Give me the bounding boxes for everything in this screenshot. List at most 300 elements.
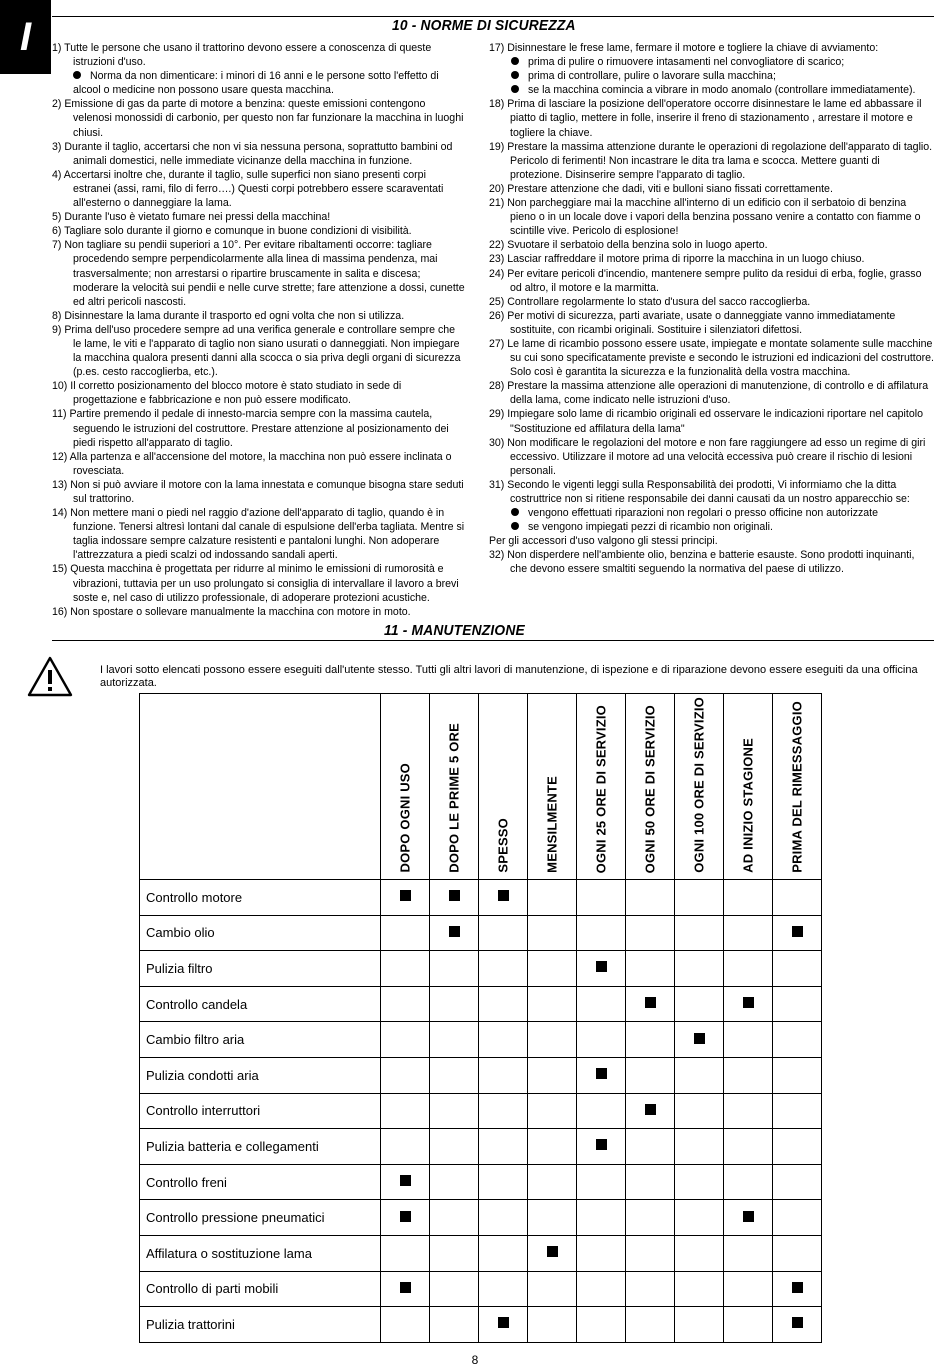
safety-bullet — [489, 520, 934, 534]
column-header-label: OGNI 25 ORE DI SERVIZIO — [593, 704, 609, 873]
schedule-cell — [675, 1164, 724, 1200]
safety-rule — [52, 41, 466, 69]
safety-rule — [489, 182, 934, 196]
check-square-icon — [449, 890, 460, 901]
safety-rule — [489, 238, 934, 252]
rule-text: Prestare la massima attenzione alle operazioni di manutenzione, di controllo e di affilatura della lama, come indicato nelle istruzioni d'uso. — [504, 380, 929, 407]
safety-bullet — [489, 69, 934, 83]
language-tab: I — [0, 0, 51, 74]
rule-text: Non mettere mani o piedi nel raggio d'azione dell'apparato di taglio, quando è in funzione. Tenersi altresì lontani dal canale di espulsione dell'erba tagliata. Mentre si taglia indossare sempre calzature resistenti e pantaloni lunghi. Non adoperare l'attrezzatura a piedi scalzi od indossando sandali aperti. — [67, 507, 465, 562]
schedule-cell — [430, 880, 479, 916]
rule-number: 1) — [52, 42, 62, 54]
rule-number: 23) — [489, 253, 505, 266]
task-label: Controllo motore — [140, 880, 381, 916]
check-square-icon — [596, 961, 607, 972]
schedule-cell — [626, 1164, 675, 1200]
schedule-cell — [577, 1164, 626, 1200]
safety-rule — [489, 309, 934, 337]
safety-rule — [52, 562, 466, 604]
schedule-cell — [528, 1164, 577, 1200]
safety-rule — [52, 97, 466, 139]
safety-bullet — [52, 69, 466, 97]
rule-text: Il corretto posizionamento del blocco motore è stato studiato in sede di progettazione e fabbricazione e non può essere modificato. — [67, 380, 402, 407]
schedule-cell — [724, 1271, 773, 1307]
schedule-cell — [381, 1164, 430, 1200]
schedule-cell — [479, 1235, 528, 1271]
schedule-cell — [675, 1057, 724, 1093]
schedule-cell — [479, 1164, 528, 1200]
column-header-label: DOPO LE PRIME 5 ORE — [446, 723, 462, 873]
rule-text: Per motivi di sicurezza, parti avariate, usate o danneggiate vanno immediatamente sostituite, con ricambi originali. Sostituire i silenziatori difettosi. — [504, 309, 896, 336]
rule-text: Prestare attenzione che dadi, viti e bulloni siano fissati correttamente. — [504, 182, 833, 195]
schedule-cell — [675, 1307, 724, 1343]
schedule-cell — [626, 1271, 675, 1307]
rule-number: 26) — [489, 309, 505, 322]
bullet-text: prima di controllare, pulire o lavorare sulla macchina; — [528, 70, 776, 83]
schedule-cell — [724, 1129, 773, 1165]
rule-number: 29) — [489, 408, 505, 421]
task-label: Pulizia trattorini — [140, 1307, 381, 1343]
schedule-cell — [626, 986, 675, 1022]
table-row — [140, 1164, 822, 1200]
schedule-cell — [626, 915, 675, 951]
rule-number: 16) — [52, 605, 68, 618]
rule-text: Le lame di ricambio possono essere usate, impiegate e montate solamente sulle macchine su cui sono specificatamente previste e secondo le istruzioni ed indicazioni del costruttore. Solo così è garantita la sicurezza e la funzionalità della vostra macchina. — [504, 337, 934, 379]
schedule-cell — [724, 951, 773, 987]
schedule-cell — [479, 880, 528, 916]
schedule-cell — [773, 1129, 822, 1165]
schedule-cell — [381, 1057, 430, 1093]
rule-text: Secondo le vigenti leggi sulla Responsabilità dei prodotti, Vi informiamo che la ditta costruttrice non si ritiene responsabile dei danni causati da un nostro apparecchio se: — [504, 478, 910, 505]
schedule-cell — [479, 1200, 528, 1236]
check-square-icon — [400, 1211, 411, 1222]
safety-rule — [52, 407, 466, 449]
schedule-cell — [430, 915, 479, 951]
schedule-cell — [724, 1022, 773, 1058]
rule-text: Durante il taglio, accertarsi che non vi sia nessuna persona, soprattutto bambini od animali domestici, nelle immediate vicinanze della macchina in funzione. — [61, 140, 453, 167]
bullet-text: se vengono impiegati pezzi di ricambio non originali. — [528, 521, 773, 534]
check-square-icon — [645, 1104, 656, 1115]
safety-rule — [489, 41, 934, 55]
check-square-icon — [743, 1211, 754, 1222]
safety-rule — [52, 309, 466, 323]
rule-text: Non disperdere nell'ambiente olio, benzina e batterie esauste. Sono prodotti inquinanti, che devono essere smaltiti seguendo la normativa del paese di utilizzo. — [504, 549, 915, 576]
schedule-cell — [381, 915, 430, 951]
schedule-cell — [577, 915, 626, 951]
schedule-cell — [479, 1022, 528, 1058]
table-row — [140, 1057, 822, 1093]
check-square-icon — [400, 1175, 411, 1186]
safety-rule — [489, 252, 934, 266]
rule-text: Non parcheggiare mai la macchine all'interno di un edificio con il serbatoio di benzina pieno o in un locale dove i vapori della benzina possano venire a contatto con fiamme o scintille vive. Pericolo di esplosione! — [504, 197, 921, 238]
safety-rule — [489, 407, 934, 435]
rule-number: 8) — [52, 309, 62, 322]
rule-text: Prestare la massima attenzione durante le operazioni di regolazione dell'apparato di taglio. Pericolo di ferimenti! Non incastrare le dita tra lama e scocca. Mettere guanti di protezione. Disinserire sempre l'apparato di taglio. — [504, 140, 933, 181]
schedule-cell — [724, 1235, 773, 1271]
schedule-cell — [675, 880, 724, 916]
safety-rule — [489, 379, 934, 407]
rule-number: 17) — [489, 42, 505, 54]
check-square-icon — [743, 997, 754, 1008]
column-header-label: MENSILMENTE — [544, 776, 560, 873]
check-square-icon — [449, 926, 460, 937]
schedule-cell — [479, 1271, 528, 1307]
bullet-dot-icon — [511, 508, 519, 516]
bullet-dot-icon — [511, 522, 519, 530]
schedule-cell — [528, 915, 577, 951]
schedule-cell — [528, 1129, 577, 1165]
task-label: Pulizia batteria e collegamenti — [140, 1129, 381, 1165]
check-square-icon — [498, 1317, 509, 1328]
schedule-cell — [626, 1129, 675, 1165]
table-row — [140, 1200, 822, 1236]
schedule-cell — [577, 986, 626, 1022]
schedule-cell — [773, 1057, 822, 1093]
schedule-cell — [430, 1164, 479, 1200]
rule-number: 6) — [52, 225, 62, 238]
safety-rule — [52, 506, 466, 562]
schedule-cell — [675, 1200, 724, 1236]
schedule-cell — [430, 1307, 479, 1343]
schedule-cell — [381, 951, 430, 987]
column-header-label: OGNI 100 ORE DI SERVIZIO — [691, 697, 707, 873]
column-header — [675, 694, 724, 880]
rule-number: 28) — [489, 380, 505, 393]
schedule-cell — [773, 951, 822, 987]
schedule-cell — [577, 1022, 626, 1058]
schedule-cell — [675, 1093, 724, 1129]
schedule-cell — [381, 1200, 430, 1236]
schedule-cell — [773, 1271, 822, 1307]
rule-text: Durante l'uso è vietato fumare nei pressi della macchina! — [61, 211, 331, 224]
safety-rule — [489, 478, 934, 506]
schedule-cell — [626, 1200, 675, 1236]
check-square-icon — [645, 997, 656, 1008]
schedule-cell — [381, 1093, 430, 1129]
schedule-cell — [773, 1200, 822, 1236]
schedule-cell — [381, 1022, 430, 1058]
schedule-cell — [430, 1093, 479, 1129]
rule-number: 12) — [52, 450, 68, 463]
schedule-cell — [528, 880, 577, 916]
safety-rule — [52, 323, 466, 379]
page-number: 8 — [471, 1353, 479, 1367]
task-label: Controllo freni — [140, 1164, 381, 1200]
rule-text: Prima dell'uso procedere sempre ad una verifica generale e controllare sempre che le lame, le viti e l'apparato di taglio non siano usurati o danneggiati. Non impiegare la macchina qualora presenti danni alla scocca o sia priva degli organi di sicurezza (p.es. cesto raccoglierba, etc.). — [61, 323, 461, 379]
maintenance-intro: I lavori sotto elencati possono essere eseguiti dall'utente stesso. Tutti gli altri lavori di manutenzione, di ispezione e di riparazione devono essere eseguiti da una officina autorizzata. — [100, 664, 918, 689]
schedule-cell — [381, 1271, 430, 1307]
table-row — [140, 1129, 822, 1165]
schedule-cell — [724, 986, 773, 1022]
schedule-cell — [430, 951, 479, 987]
task-label: Controllo interruttori — [140, 1093, 381, 1129]
rule-text: Questa macchina è progettata per ridurre al minimo le emissioni di rumorosità e vibrazioni, tuttavia per un uso prolungato si consiglia di intervallare il lavoro a brevi soste e, nel caso di utilizzo professionale, di adoperare protezioni acustiche. — [67, 563, 459, 604]
section-rule — [52, 640, 934, 641]
schedule-cell — [724, 1057, 773, 1093]
schedule-cell — [430, 1271, 479, 1307]
schedule-cell — [479, 951, 528, 987]
check-square-icon — [792, 926, 803, 937]
rule-text: Non spostare o sollevare manualmente la macchina con motore in moto. — [67, 605, 411, 618]
schedule-cell — [773, 1235, 822, 1271]
rule-number: 2) — [52, 98, 62, 111]
schedule-cell — [773, 986, 822, 1022]
schedule-cell — [577, 1129, 626, 1165]
column-header — [724, 694, 773, 880]
schedule-cell — [773, 1164, 822, 1200]
bullet-text: vengono effettuati riparazioni non regolari o presso officine non autorizzate — [528, 507, 879, 520]
table-row — [140, 1235, 822, 1271]
bullet-text: Norma da non dimenticare: i minori di 16 anni e le persone sotto l'effetto di alcool o medicine non possono usare questa macchina. — [73, 70, 439, 97]
rule-text: Controllare regolarmente lo stato d'usura del sacco raccoglierba. — [504, 295, 811, 308]
rule-number: 14) — [52, 507, 68, 520]
bullet-text: prima di pulire o rimuovere intasamenti nel convogliatore di scarico; — [528, 56, 845, 69]
rule-text: Disinnestare le frese lame, fermare il motore e togliere la chiave di avviamento: — [504, 42, 879, 54]
safety-rule — [52, 168, 466, 210]
schedule-cell — [724, 1307, 773, 1343]
safety-rule — [52, 450, 466, 478]
schedule-cell — [577, 1235, 626, 1271]
safety-note: Per gli accessori d'uso valgono gli stessi principi. — [489, 535, 718, 548]
table-row — [140, 951, 822, 987]
rule-text: Lasciar raffreddare il motore prima di riporre la macchina in un luogo chiuso. — [504, 253, 865, 266]
column-header — [430, 694, 479, 880]
check-square-icon — [400, 890, 411, 901]
column-header-label: OGNI 50 ORE DI SERVIZIO — [642, 704, 658, 873]
check-square-icon — [498, 890, 509, 901]
safety-rule — [52, 210, 466, 224]
schedule-cell — [724, 915, 773, 951]
table-row — [140, 1307, 822, 1343]
table-row — [140, 915, 822, 951]
task-label: Controllo di parti mobili — [140, 1271, 381, 1307]
schedule-cell — [675, 915, 724, 951]
table-row — [140, 1093, 822, 1129]
task-label: Controllo pressione pneumatici — [140, 1200, 381, 1236]
schedule-cell — [675, 1022, 724, 1058]
schedule-cell — [479, 1093, 528, 1129]
warning-icon — [27, 655, 73, 697]
schedule-cell — [577, 1200, 626, 1236]
rule-number: 31) — [489, 478, 505, 491]
schedule-cell — [626, 1022, 675, 1058]
schedule-cell — [381, 1307, 430, 1343]
schedule-cell — [773, 1307, 822, 1343]
column-header — [381, 694, 430, 880]
schedule-cell — [675, 1129, 724, 1165]
schedule-cell — [381, 986, 430, 1022]
table-corner — [140, 694, 381, 880]
rule-text: Partire premendo il pedale di innesto-marcia sempre con la massima cautela, seguendo le istruzioni del costruttore. Prestare attenzione al posizionamento dei piedi rispetto all'apparato di taglio. — [66, 408, 449, 449]
schedule-cell — [577, 951, 626, 987]
section-title-safety: 10 - NORME DI SICUREZZA — [392, 17, 576, 34]
schedule-cell — [528, 1307, 577, 1343]
schedule-cell — [381, 1129, 430, 1165]
schedule-cell — [381, 880, 430, 916]
schedule-cell — [675, 986, 724, 1022]
table-row — [140, 986, 822, 1022]
safety-rules-left-column — [52, 41, 466, 619]
rule-number: 21) — [489, 197, 505, 210]
schedule-cell — [528, 1057, 577, 1093]
schedule-cell — [479, 986, 528, 1022]
table-row — [140, 1271, 822, 1307]
rule-text: Non tagliare su pendii superiori a 10°. Per evitare ribaltamenti occorre: tagliare procedendo sempre perpendicolarmente alla linea di massima pendenza, mai trasversalmente; non arrestarsi o ripartire bruscamente in salita e discesa; moderare la velocità sui pendii e nelle curve strette; fare attenzione a dossi, cunette ed altri pericoli nascosti. — [61, 239, 465, 308]
table-row — [140, 1022, 822, 1058]
safety-rule — [52, 140, 466, 168]
rule-text: Svuotare il serbatoio della benzina solo in luogo aperto. — [504, 239, 768, 252]
rule-text: Disinnestare la lama durante il trasporto ed ogni volta che non si utilizza. — [61, 309, 405, 322]
task-label: Affilatura o sostituzione lama — [140, 1235, 381, 1271]
schedule-cell — [528, 1271, 577, 1307]
schedule-cell — [724, 880, 773, 916]
schedule-cell — [528, 1022, 577, 1058]
safety-rule — [489, 97, 934, 139]
column-header-label: AD INIZIO STAGIONE — [740, 738, 756, 873]
column-header-label: DOPO OGNI USO — [397, 763, 413, 873]
section-title-maintenance: 11 - MANUTENZIONE — [384, 622, 525, 639]
rule-number: 22) — [489, 239, 505, 252]
maintenance-schedule-table — [139, 693, 822, 1343]
column-header — [528, 694, 577, 880]
schedule-cell — [479, 1307, 528, 1343]
task-label: Cambio filtro aria — [140, 1022, 381, 1058]
bullet-dot-icon — [73, 71, 81, 79]
task-label: Pulizia condotti aria — [140, 1057, 381, 1093]
safety-rule — [489, 140, 934, 182]
schedule-cell — [675, 951, 724, 987]
rule-text: Accertarsi inoltre che, durante il taglio, sulle superfici non siano presenti corpi estranei (assi, rami, filo di ferro….) Questi corpi potrebbero essere scaraventati all'esterno o danneggiare la lama. — [61, 168, 444, 210]
check-square-icon — [596, 1139, 607, 1150]
schedule-cell — [773, 915, 822, 951]
schedule-cell — [430, 986, 479, 1022]
check-square-icon — [792, 1282, 803, 1293]
check-square-icon — [400, 1282, 411, 1293]
rule-number: 32) — [489, 549, 505, 562]
safety-rule — [489, 267, 934, 295]
safety-rule — [52, 605, 466, 619]
rule-number: 13) — [52, 478, 68, 491]
rule-text: Prima di lasciare la posizione dell'operatore occorre disinnestare le lame ed abbassare il piatto di taglio, mettere in folle, inserire il freno di stazionamento , arrestare il motore e togliere la chiave. — [504, 98, 922, 139]
rule-number: 20) — [489, 182, 505, 195]
task-label: Pulizia filtro — [140, 951, 381, 987]
check-square-icon — [596, 1068, 607, 1079]
schedule-cell — [626, 1057, 675, 1093]
schedule-cell — [675, 1271, 724, 1307]
column-header — [773, 694, 822, 880]
schedule-cell — [724, 1093, 773, 1129]
safety-rule — [52, 224, 466, 238]
schedule-cell — [626, 1093, 675, 1129]
rule-text: Impiegare solo lame di ricambio originali ed osservare le indicazioni riportare nel capitolo "Sostituzione ed affilatura della lama" — [504, 408, 923, 435]
schedule-cell — [626, 951, 675, 987]
safety-rule — [489, 436, 934, 478]
schedule-cell — [479, 915, 528, 951]
bullet-dot-icon — [511, 57, 519, 65]
schedule-cell — [528, 1200, 577, 1236]
safety-rule — [52, 379, 466, 407]
rule-number: 27) — [489, 337, 505, 350]
check-square-icon — [547, 1246, 558, 1257]
schedule-cell — [724, 1200, 773, 1236]
schedule-cell — [773, 1022, 822, 1058]
task-label: Controllo candela — [140, 986, 381, 1022]
schedule-cell — [430, 1022, 479, 1058]
rule-number: 7) — [52, 239, 62, 252]
schedule-cell — [430, 1057, 479, 1093]
safety-rule — [52, 238, 466, 308]
rule-number: 4) — [52, 168, 62, 181]
rule-number: 10) — [52, 380, 68, 393]
safety-rule — [489, 196, 934, 238]
rule-number: 19) — [489, 140, 505, 153]
schedule-cell — [430, 1235, 479, 1271]
check-square-icon — [792, 1317, 803, 1328]
schedule-cell — [528, 986, 577, 1022]
rule-number: 3) — [52, 140, 62, 153]
schedule-cell — [626, 880, 675, 916]
rule-number: 24) — [489, 267, 505, 280]
rule-number: 9) — [52, 323, 62, 336]
rule-text: Emissione di gas da parte di motore a benzina: queste emissioni contengono velenosi monossidi di carbonio, per questo non far funzionare la macchina in luoghi chiusi. — [61, 98, 464, 139]
safety-rule — [489, 295, 934, 309]
bullet-text: se la macchina comincia a vibrare in modo anomalo (controllare immediatamente). — [528, 84, 916, 97]
schedule-cell — [773, 880, 822, 916]
rule-number: 25) — [489, 295, 505, 308]
safety-rules-right-column — [489, 41, 934, 577]
column-header-label: PRIMA DEL RIMESSAGGIO — [789, 701, 805, 873]
column-header — [479, 694, 528, 880]
schedule-cell — [773, 1093, 822, 1129]
bullet-dot-icon — [511, 71, 519, 79]
task-label: Cambio olio — [140, 915, 381, 951]
rule-text: Tagliare solo durante il giorno e comunque in buone condizioni di visibilità. — [61, 225, 412, 238]
schedule-cell — [675, 1235, 724, 1271]
safety-rule — [489, 548, 934, 576]
safety-bullet — [489, 55, 934, 69]
rule-text: Per evitare pericoli d'incendio, mantenere sempre pulito da residui di erba, foglie, grasso od altro, il motore e la marmitta. — [504, 267, 922, 294]
bullet-dot-icon — [511, 85, 519, 93]
schedule-cell — [528, 1093, 577, 1129]
schedule-cell — [381, 1235, 430, 1271]
rule-number: 11) — [52, 408, 67, 421]
schedule-cell — [626, 1235, 675, 1271]
schedule-cell — [479, 1057, 528, 1093]
table-row — [140, 880, 822, 916]
safety-bullet — [489, 83, 934, 97]
check-square-icon — [694, 1033, 705, 1044]
schedule-cell — [479, 1129, 528, 1165]
rule-number: 5) — [52, 211, 62, 224]
rule-text: Non si può avviare il motore con la lama innestata e comunque bisogna stare seduti sul trattorino. — [67, 478, 464, 505]
schedule-cell — [724, 1164, 773, 1200]
safety-rule — [52, 478, 466, 506]
column-header — [577, 694, 626, 880]
schedule-cell — [528, 1235, 577, 1271]
column-header — [626, 694, 675, 880]
rule-text: Alla partenza e all'accensione del motore, la macchina non può essere inclinata o rovesciata. — [67, 450, 452, 477]
schedule-cell — [577, 1271, 626, 1307]
schedule-cell — [528, 951, 577, 987]
schedule-cell — [577, 880, 626, 916]
schedule-cell — [430, 1129, 479, 1165]
schedule-cell — [577, 1057, 626, 1093]
schedule-cell — [577, 1307, 626, 1343]
safety-bullet — [489, 506, 934, 520]
rule-text: Tutte le persone che usano il trattorino devono essere a conoscenza di queste istruzioni d'uso. — [61, 42, 432, 69]
rule-text: Non modificare le regolazioni del motore e non fare raggiungere ad esso un regime di giri eccessivo. Utilizzare il motore ad una velocità eccessiva può creare il rischio di lesioni personali. — [504, 436, 926, 477]
schedule-cell — [577, 1093, 626, 1129]
